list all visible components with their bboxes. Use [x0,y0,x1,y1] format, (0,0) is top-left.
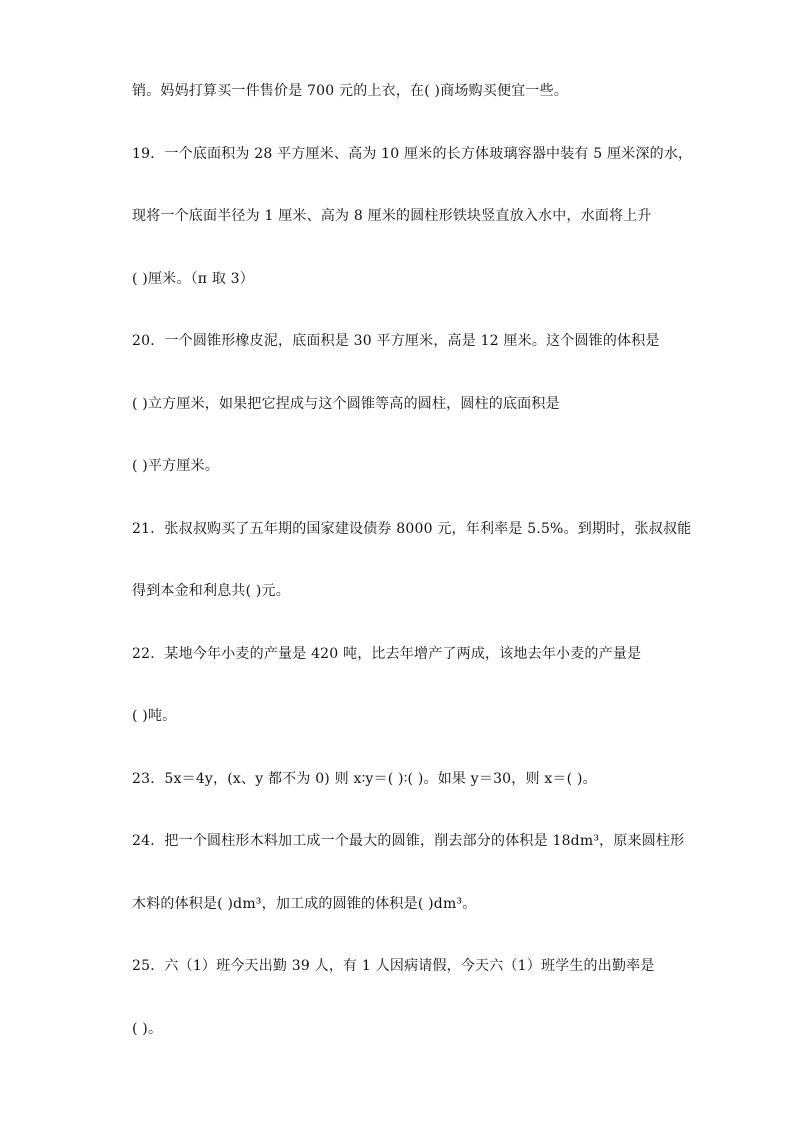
question-20-line-1: 20．一个圆锥形橡皮泥，底面积是 30 平方厘米，高是 12 厘米。这个圆锥的体积是 [132,333,660,349]
question-19-line-1: 19．一个底面积为 28 平方厘米、高为 10 厘米的长方体玻璃容器中装有 5 厘米深的水， [132,146,693,162]
question-19-line-3: ( )厘米。（π 取 3） [132,271,254,287]
question-20-line-2: ( )立方厘米，如果把它捏成与这个圆锥等高的圆柱，圆柱的底面积是 [132,396,560,412]
question-24-line-2: 木料的体积是( )dm³，加工成的圆锥的体积是( )dm³。 [132,896,477,912]
question-22-line-2: ( )吨。 [132,708,177,724]
question-20-line-3: ( )平方厘米。 [132,458,219,474]
question-23-line-1: 23．5x＝4y，(x、y 都不为 0) 则 x∶y＝( )∶( )。如果 y＝30，则 x＝( )。 [132,771,597,787]
text-line-1: 销。妈妈打算买一件售价是 700 元的上衣，在( )商场购买便宜一些。 [132,83,568,99]
question-21-line-1: 21．张叔叔购买了五年期的国家建设债券 8000 元，年利率是 5.5%。到期时，张叔叔能 [132,521,692,537]
question-24-line-1: 24．把一个圆柱形木料加工成一个最大的圆锥，削去部分的体积是 18dm³，原来圆柱形 [132,833,685,849]
question-19-line-2: 现将一个底面半径为 1 厘米、高为 8 厘米的圆柱形铁块竖直放入水中，水面将上升 [132,208,652,224]
question-21-line-2: 得到本金和利息共( )元。 [132,583,290,599]
question-25-line-1: 25．六（1）班今天出勤 39 人，有 1 人因病请假，今天六（1）班学生的出勤率是 [132,958,655,974]
question-25-line-2: ( )。 [132,1021,163,1037]
question-22-line-1: 22．某地今年小麦的产量是 420 吨，比去年增产了两成，该地去年小麦的产量是 [132,646,642,662]
